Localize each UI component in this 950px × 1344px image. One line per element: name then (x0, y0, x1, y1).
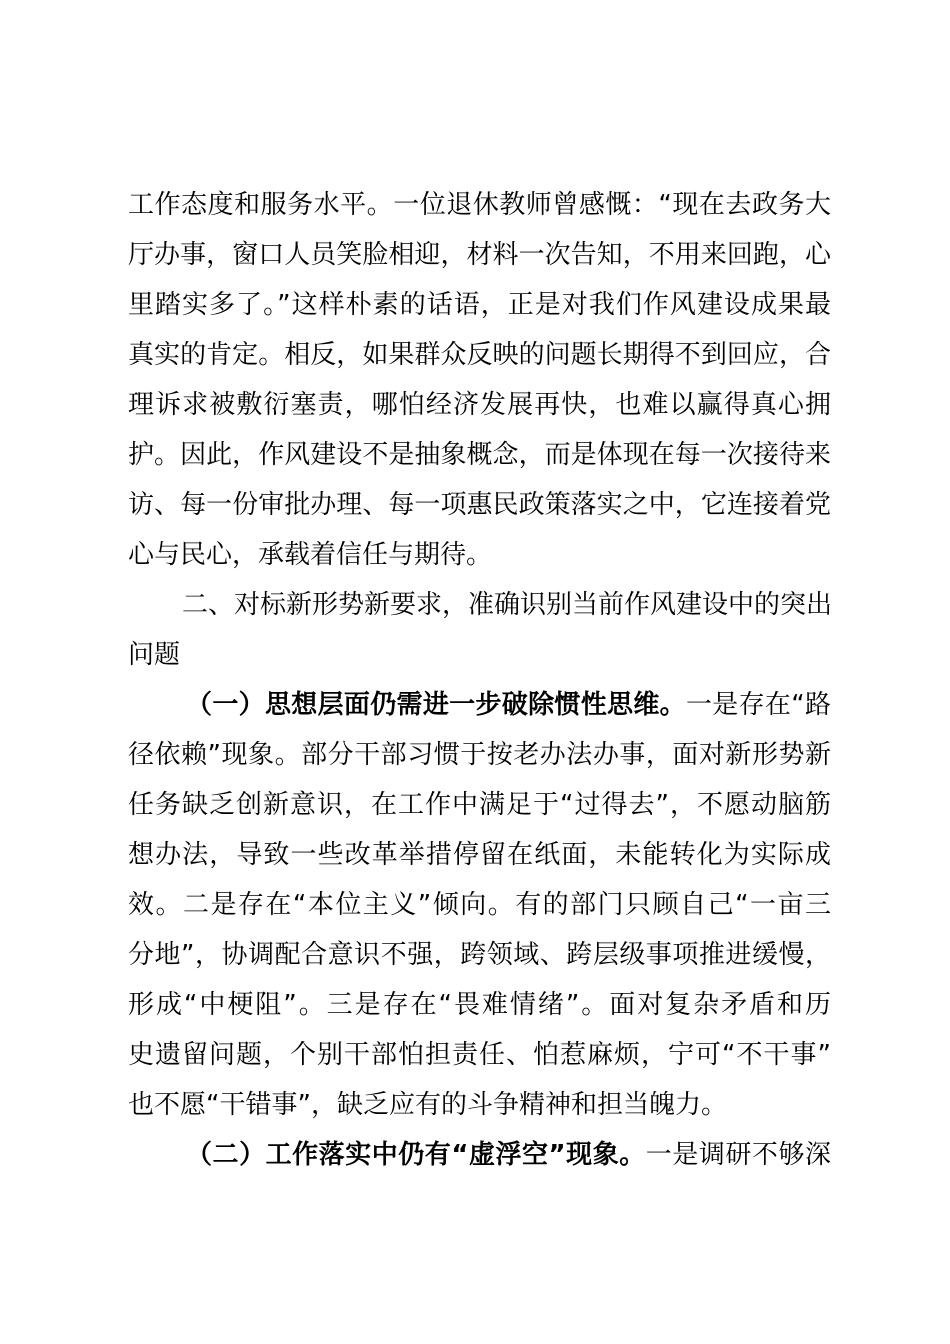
text-line: 访、每一份审批办理、每一项惠民政策落实之中，它连接着党 (128, 490, 831, 520)
text-line: 厅办事，窗口人员笑脸相迎，材料一次告知，不用来回跑，心 (128, 240, 831, 270)
subsection-first-line (128, 1134, 831, 1184)
heading-line: 问题 (128, 640, 181, 670)
text-line: 工作态度和服务水平。一位退休教师曾感慨：“现在去政务大 (128, 190, 831, 220)
text-run: 一是调研不够深 (645, 1140, 831, 1170)
document-page (128, 184, 831, 1184)
text-line: 任务缺乏创新意识，在工作中满足于“过得去”，不愿动脑筋 (128, 790, 831, 820)
text-run: 一是存在“路 (685, 690, 831, 720)
text-line: 里踏实多了。”这样朴素的话语，正是对我们作风建设成果最 (128, 290, 831, 320)
text-line: 形成“中梗阻”。三是存在“畏难情绪”。面对复杂矛盾和历 (128, 990, 831, 1020)
subsection-title: （一）思想层面仍需进一步破除惯性思维。 (186, 690, 686, 720)
text-line: 径依赖”现象。部分干部习惯于按老办法办事，面对新形势新 (128, 740, 831, 770)
text-line: 效。二是存在“本位主义”倾向。有的部门只顾自己“一亩三 (128, 890, 831, 920)
paragraph-service-attitude (128, 184, 831, 584)
text-line: 史遗留问题，个别干部怕担责任、怕惹麻烦，宁可“不干事” (128, 1040, 831, 1070)
text-line: 也不愿“干错事”，缺乏应有的斗争精神和担当魄力。 (128, 1090, 727, 1120)
heading-line: 二、对标新形势新要求，准确识别当前作风建设中的突出 (182, 590, 833, 620)
subsection-first-line (128, 684, 831, 734)
text-line: 护。因此，作风建设不是抽象概念，而是体现在每一次接待来 (128, 440, 831, 470)
section-heading-2 (128, 584, 831, 684)
subsection-title: （二）工作落实中仍有“虚浮空”现象。 (186, 1140, 646, 1170)
text-line: 心与民心，承载着信任与期待。 (128, 540, 493, 570)
text-line: 理诉求被敷衍塞责，哪怕经济发展再快，也难以赢得真心拥 (128, 390, 831, 420)
text-line: 真实的肯定。相反，如果群众反映的问题长期得不到回应，合 (128, 340, 831, 370)
text-line: 想办法，导致一些改革举措停留在纸面，未能转化为实际成 (128, 840, 831, 870)
text-line: 分地”，协调配合意识不强，跨领域、跨层级事项推进缓慢， (128, 940, 831, 970)
subsection-1 (128, 684, 831, 1134)
subsection-2 (128, 1134, 831, 1184)
